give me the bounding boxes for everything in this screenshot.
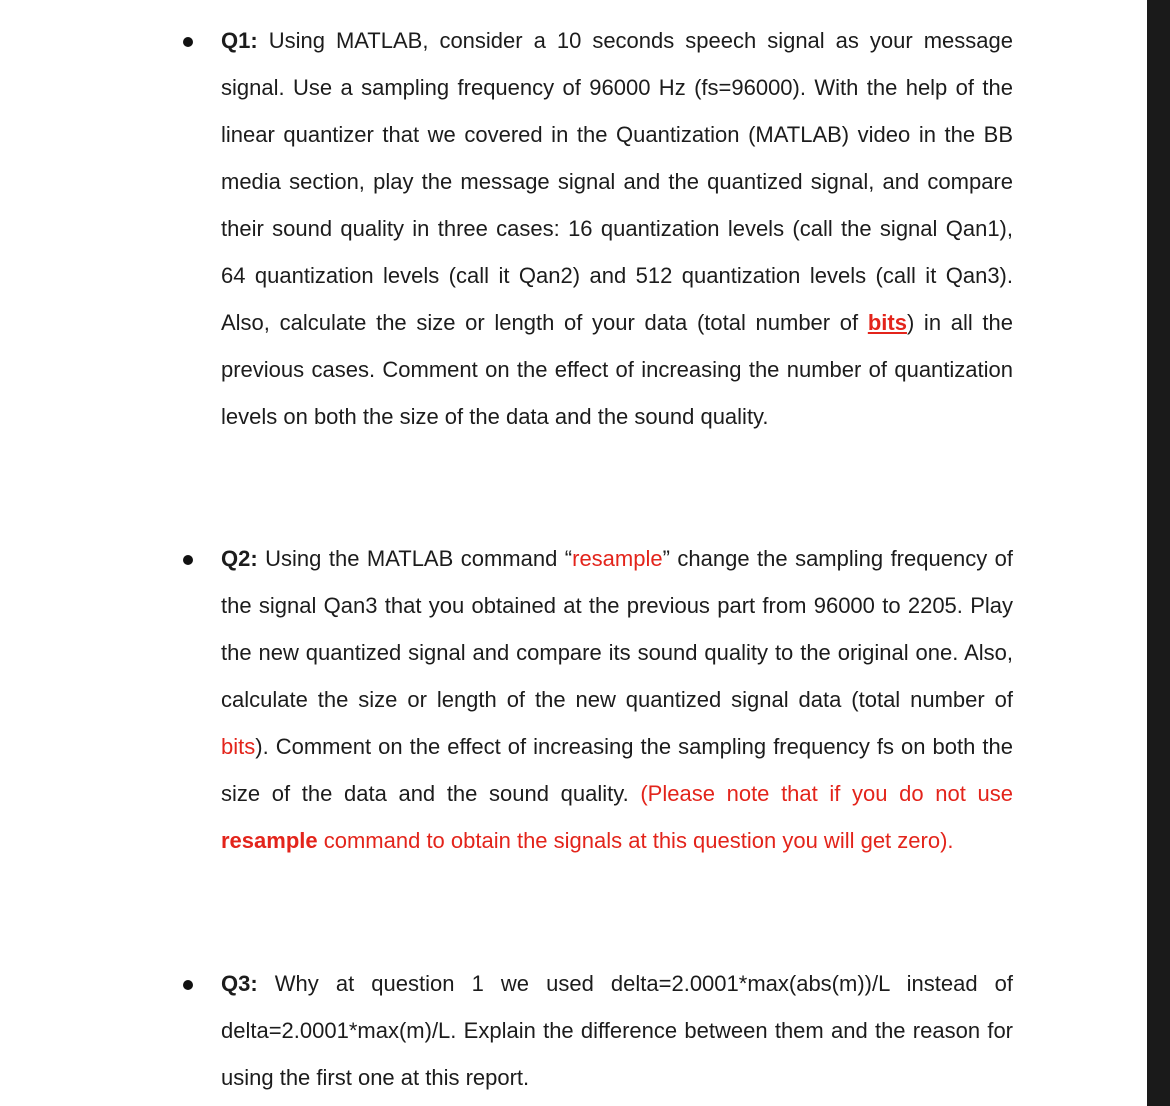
question-2 (221, 535, 1013, 864)
q1-text-a: Using MATLAB, consider a 10 seconds speech signal as your message signal. Use a sampling frequency of 96000 Hz (fs=96000). With the help of the linear quantizer that we covered in the Quantization (MATLAB) video in the BB media section, play the message signal and the quantized signal, and compare their sound quality in three cases: 16 quantization levels (call the signal Qan1), 64 quantization levels (call it Qan2) and 512 quantization levels (call it Qan3). Also, calculate the size or length of your data (total number of (221, 28, 1013, 335)
q3-label: Q3: (221, 971, 258, 996)
q2-note-resample: resample (221, 828, 318, 853)
q1-label: Q1: (221, 28, 258, 53)
bullet-q1 (183, 37, 193, 47)
q2-label: Q2: (221, 546, 258, 571)
q1-bits-word: bits (867, 310, 907, 335)
q2-text-a: Using the MATLAB command “ (257, 546, 573, 571)
q2-text-c: ). Comment on the effect of increasing the sampling frequency fs on both the size of the data and the sound quality. (221, 734, 1013, 806)
bullet-q2 (183, 555, 193, 565)
q2-note-b: command to obtain the signals at this question you will get zero). (317, 828, 954, 853)
bullet-q3 (183, 980, 193, 990)
q1-text-b: ) in all the previous cases. Comment on the effect of increasing the number of quantization levels on both the size of the data and the sound quality. (221, 310, 1013, 429)
q2-bits-word: bits (221, 734, 256, 759)
question-3 (221, 960, 1013, 1101)
q2-text-b: ” change the sampling frequency of the signal Qan3 that you obtained at the previous part from 96000 to 2205. Play the new quantized signal and compare its sound quality to the original one. Also, calculate the size or length of the new quantized signal data (total number of (221, 546, 1013, 712)
q3-text: Why at question 1 we used delta=2.0001*max(abs(m))/L instead of delta=2.0001*max(m)/L. Explain the difference between them and the reason for using the first one at this report. (221, 971, 1013, 1090)
q2-resample-command: resample (572, 546, 663, 571)
question-1 (221, 17, 1013, 440)
q2-note-a: (Please note that if you do not use (640, 781, 1013, 806)
